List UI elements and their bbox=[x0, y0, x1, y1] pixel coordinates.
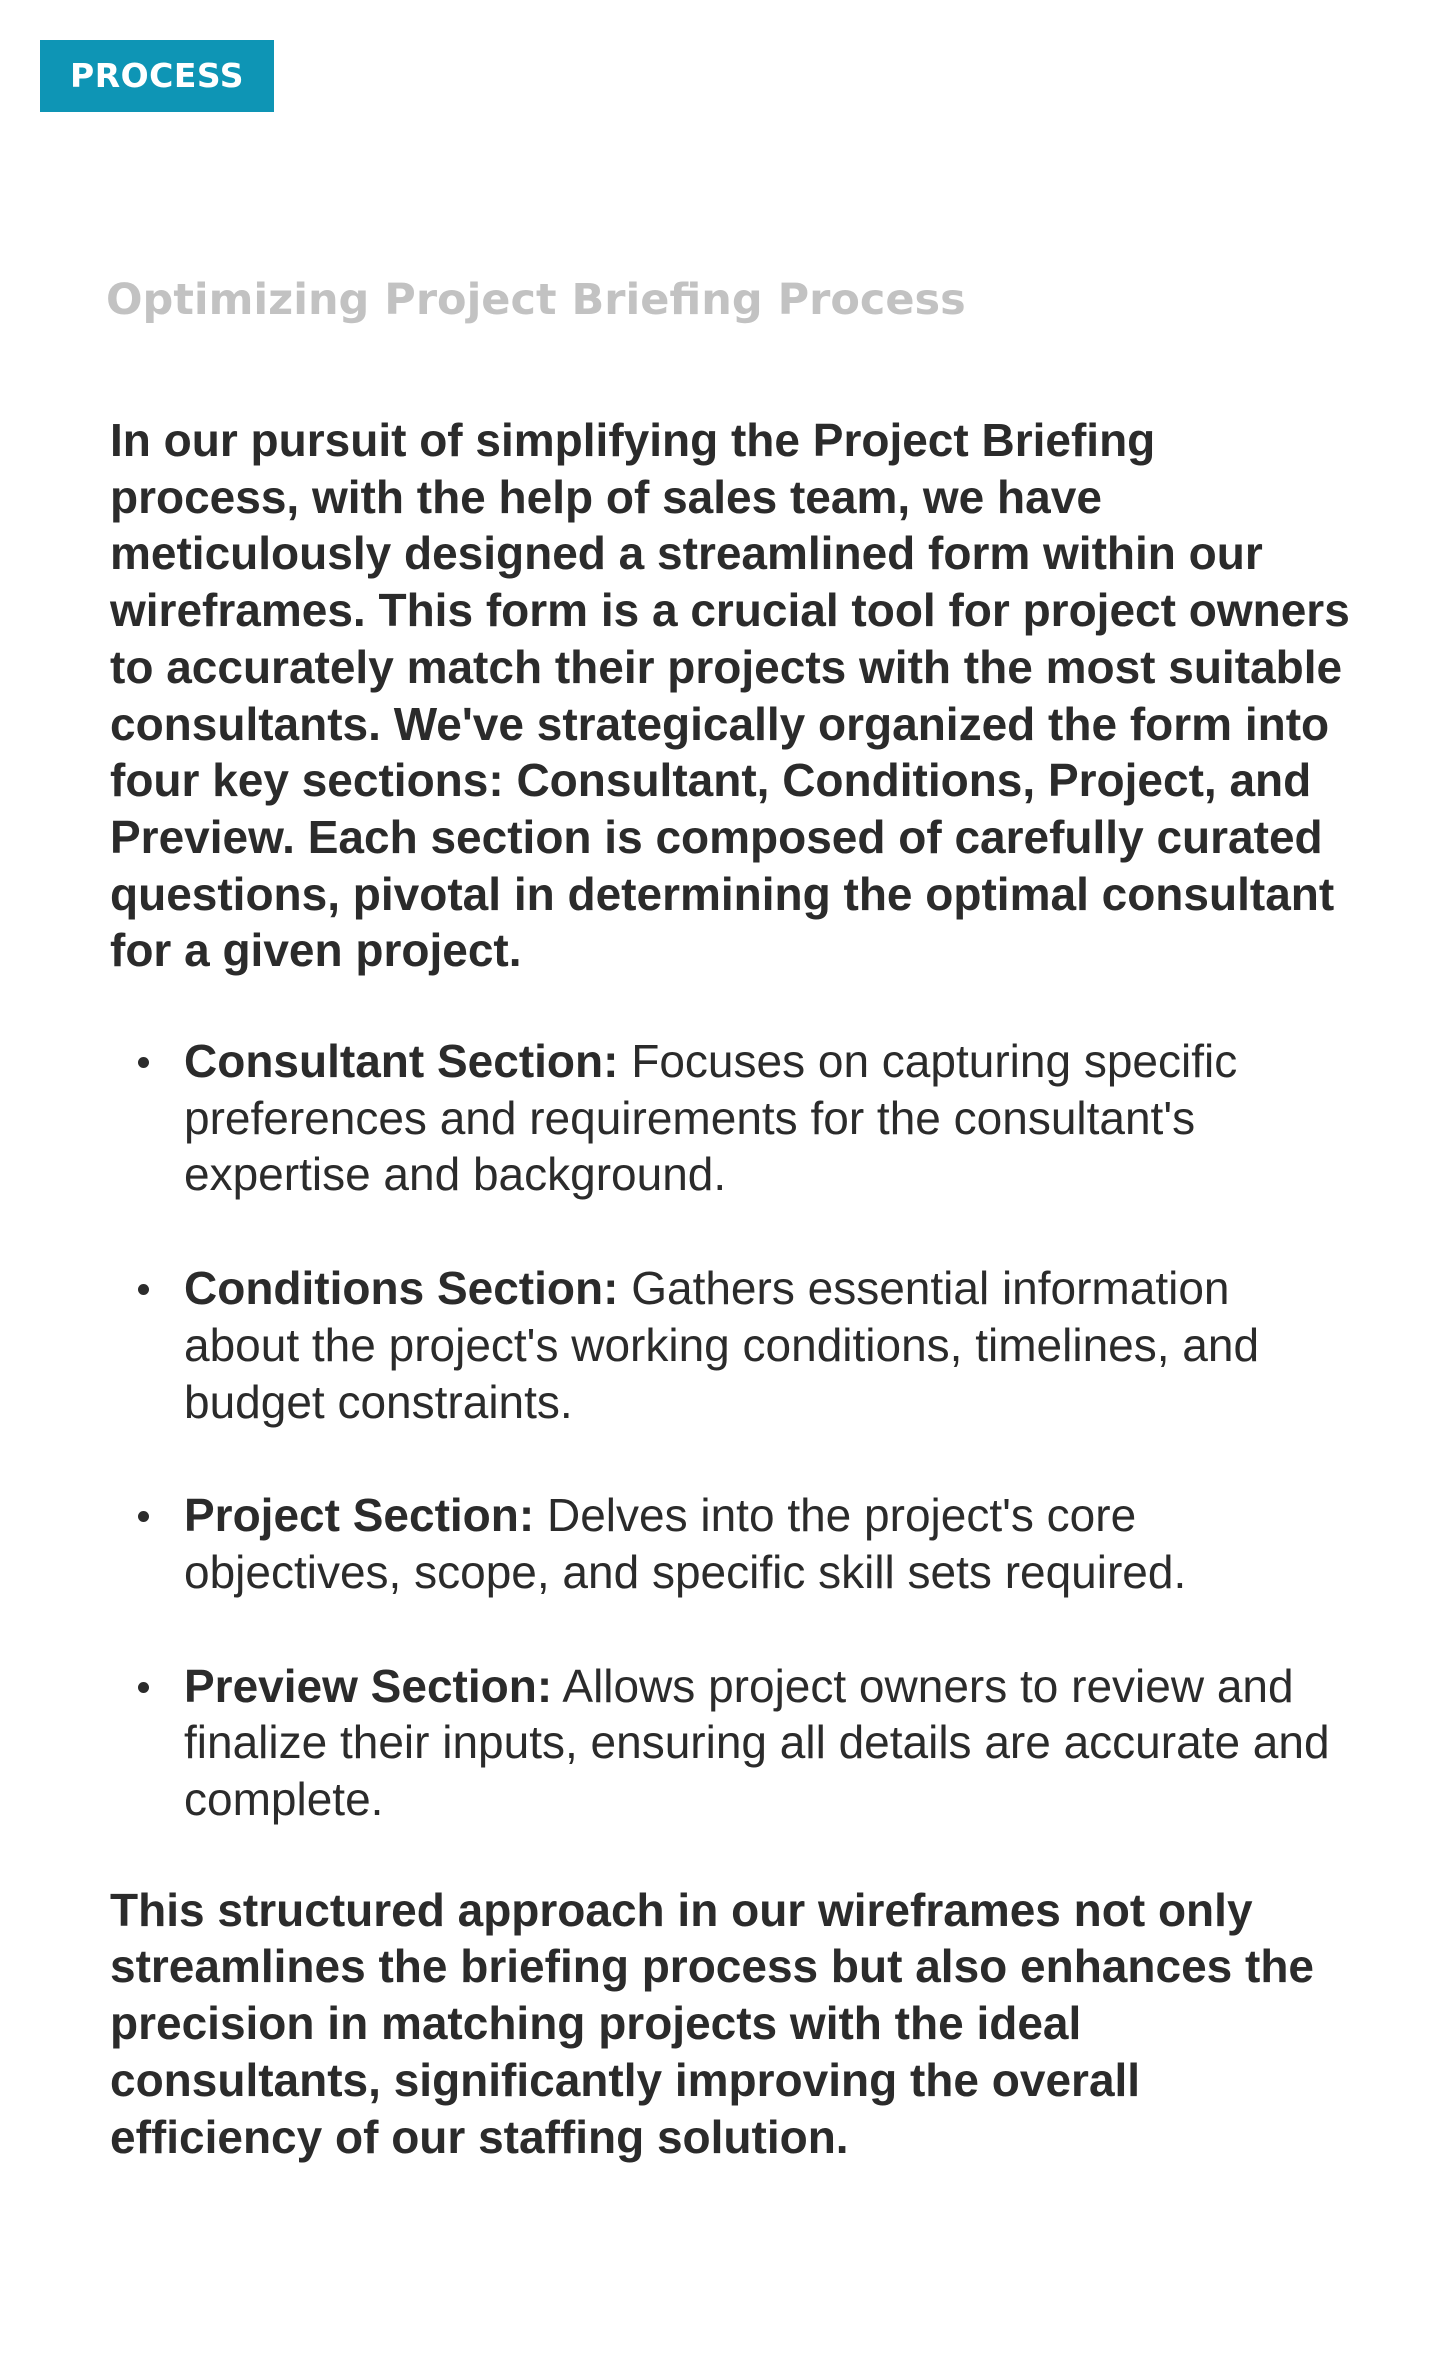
process-badge: PROCESS bbox=[40, 40, 274, 112]
list-item-project bbox=[110, 1487, 1350, 1600]
list-item-text: Delves into the project's core objectives, scope, and specific skill sets required. bbox=[184, 1489, 1187, 1598]
bullet-icon bbox=[138, 1284, 149, 1295]
content-block bbox=[110, 412, 1350, 2165]
list-item-text: Focuses on capturing specific preferences and requirements for the consultant's expertise and background. bbox=[184, 1035, 1238, 1201]
list-item-conditions bbox=[110, 1260, 1350, 1430]
list-item-title: Consultant Section: bbox=[184, 1035, 619, 1088]
outro-paragraph: This structured approach in our wireframes not only streamlines the briefing process but also enhances the precision in matching projects with the ideal consultants, significantly improving the overall efficiency of our staffing solution. bbox=[110, 1883, 1315, 2163]
list-item-title: Preview Section: bbox=[184, 1659, 553, 1712]
bullet-icon bbox=[138, 1057, 149, 1068]
section-subtitle: Optimizing Project Briefing Process bbox=[106, 275, 966, 325]
bullet-icon bbox=[138, 1682, 149, 1693]
list-item-preview bbox=[110, 1658, 1350, 1828]
list-item-title: Project Section: bbox=[184, 1489, 535, 1542]
list-item-text: Allows project owners to review and finalize their inputs, ensuring all details are accurate and complete. bbox=[184, 1659, 1330, 1826]
list-item-title: Conditions Section: bbox=[184, 1262, 619, 1315]
list-item-text: Gathers essential information about the project's working conditions, timelines, and budget constraints. bbox=[184, 1262, 1260, 1428]
bullet-icon bbox=[138, 1511, 149, 1522]
sections-list bbox=[110, 1033, 1350, 1828]
list-item-consultant bbox=[110, 1033, 1350, 1203]
intro-paragraph: In our pursuit of simplifying the Project Briefing process, with the help of sales team, we have meticulously designed a streamlined form within our wireframes. This form is a crucial tool for project owners to accurately match their projects with the most suitable consultants. We've strategically organized the form into four key sections: Consultant, Conditions, Project, and Preview. Each section is composed of carefully curated questions, pivotal in determining the optimal consultant for a given project. bbox=[110, 414, 1350, 977]
